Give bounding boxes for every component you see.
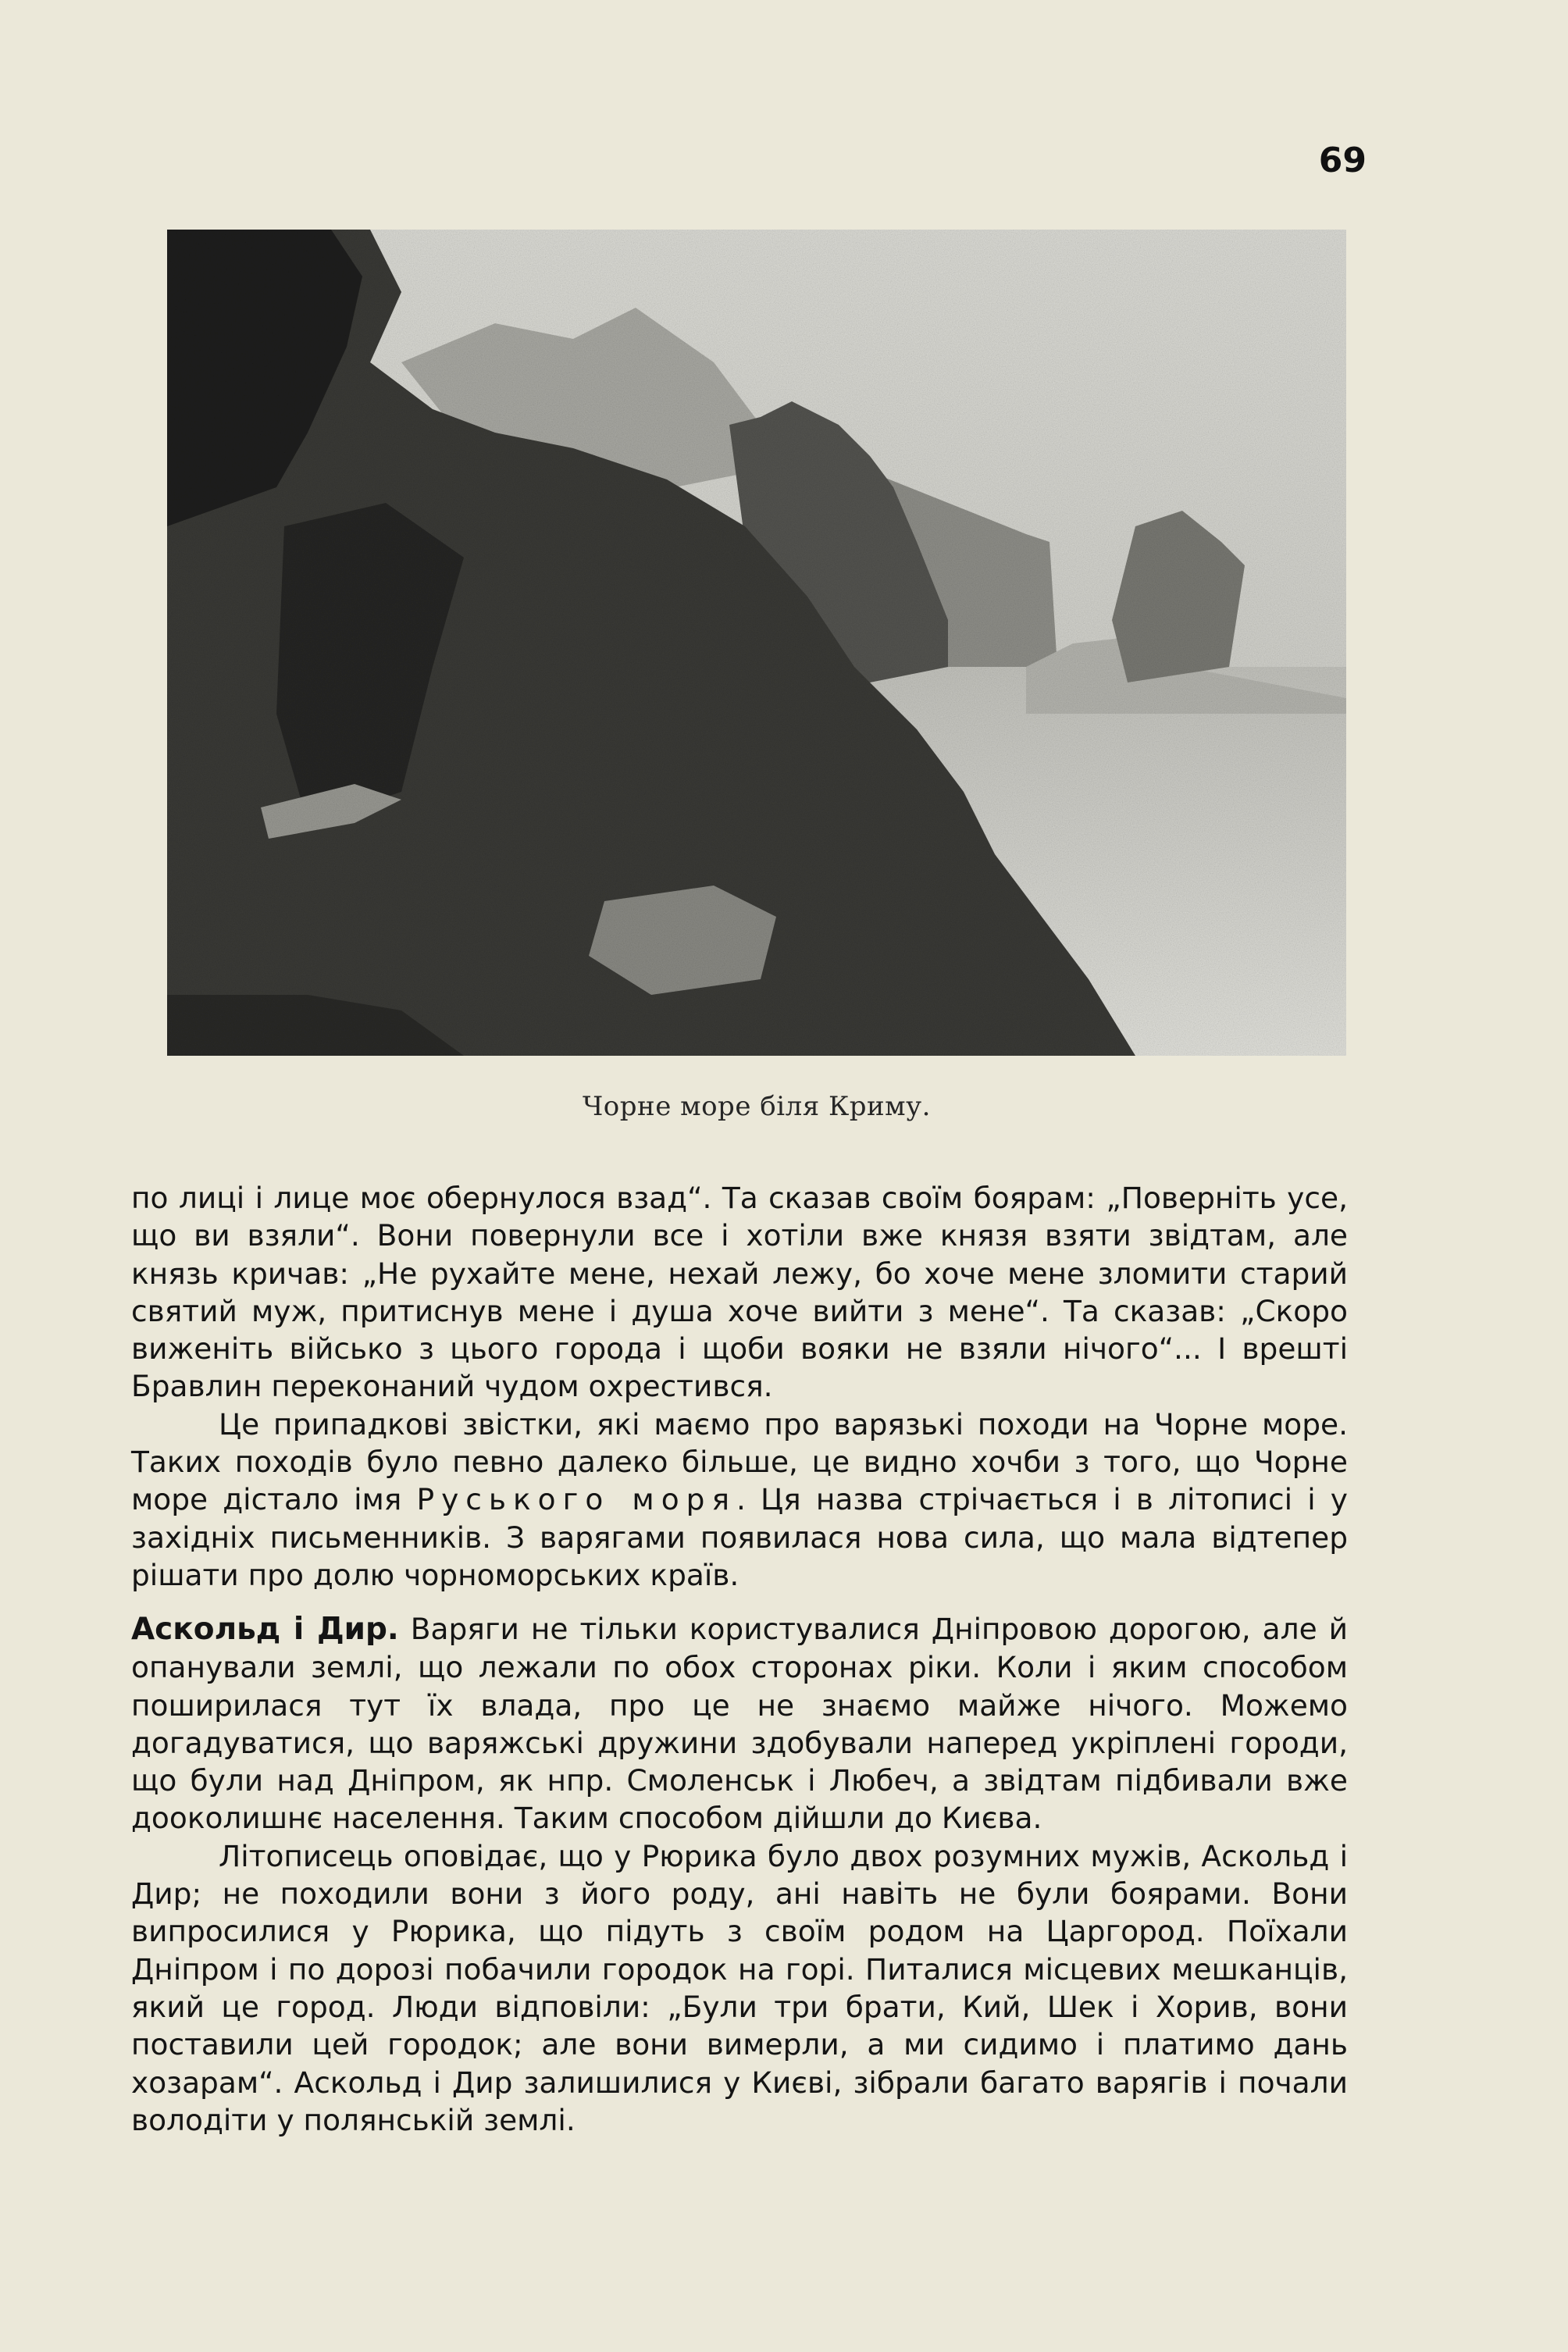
emphasized-sea-name: Руського моря — [416, 1482, 736, 1517]
crimea-coast-photo — [167, 230, 1346, 1056]
photo-illustration — [167, 230, 1346, 1056]
page-number: 69 — [1318, 141, 1367, 180]
section-paragraph-text: Варяги не тільки користувалися Дніпровою дорогою, але й опанували землі, що лежали по обох сторонах ріки. Коли і яким способом поширилася тут їх влада, про це не знаємо майже нічого. Можемо догадуватися, що варяжські дружини здобували наперед укріплені городи, що були над Дніпром, як нпр. Смоленськ і Любеч, а звідтам підбивали вже дооколишнє населення. Таким способом дійшли до Києва. — [131, 1612, 1349, 1836]
paragraph-text-part: Це припадкові звістки, які маємо про варязькі походи на Чорне море. Таких походів було певно далеко більше, це видно хочби з того, що Чорне море дістало імя — [131, 1406, 1348, 1517]
paragraph-continued: по лиці і лице моє обернулося взад“. Та сказав своїм боярам: „Поверніть усе, що ви взяли“. Вони повернули все і хотіли вже князя взяти звідтам, але князь кричав: „Не рухайте мене, нехай лежу, бо хоче мене зломити старий святий муж, притиснув мене і душа хоче вийти з мене“. Та сказав: „Скоро виженіть військо з цього города і щоби вояки не взяли нічого“... І врешті Бравлин переконаний чудом охрестився. — [131, 1181, 1348, 1404]
paragraph-text-part: . Ця назва стрічається і в літописі і у західніх письменників. З варягами появилася нова сила, що мала відтепер рішати про долю чорноморських країв. — [131, 1482, 1348, 1592]
paragraph-chronicle-account: Літописець оповідає, що у Рюрика було двох розумних мужів, Аскольд і Дир; не походили вони з його роду, ані навіть не були боярами. Вони випросилися у Рюрика, що підуть з своїм родом на Царгород. Поїхали Дніпром і по дорозі побачили городок на горі. Питалися місцевих мешканців, який це город. Люди відповіли: „Були три брати, Кий, Шек і Хорив, вони поставили цей городок; але вони вимерли, а ми сидимо і платимо дань хозарам“. Аскольд і Дир залишилися у Києві, зібрали багато варягів і почали володіти у полянській землі. — [131, 1838, 1348, 2137]
text-block-continuation — [131, 1179, 1348, 1594]
section-askold-dir — [131, 1610, 1348, 2139]
section-heading: Аскольд і Дир. — [131, 1612, 399, 1647]
paragraph-varangian-campaigns — [131, 1406, 1348, 1594]
section-opening-paragraph — [131, 1610, 1348, 1837]
photo-caption: Чорне море біля Криму. — [583, 1091, 931, 1122]
